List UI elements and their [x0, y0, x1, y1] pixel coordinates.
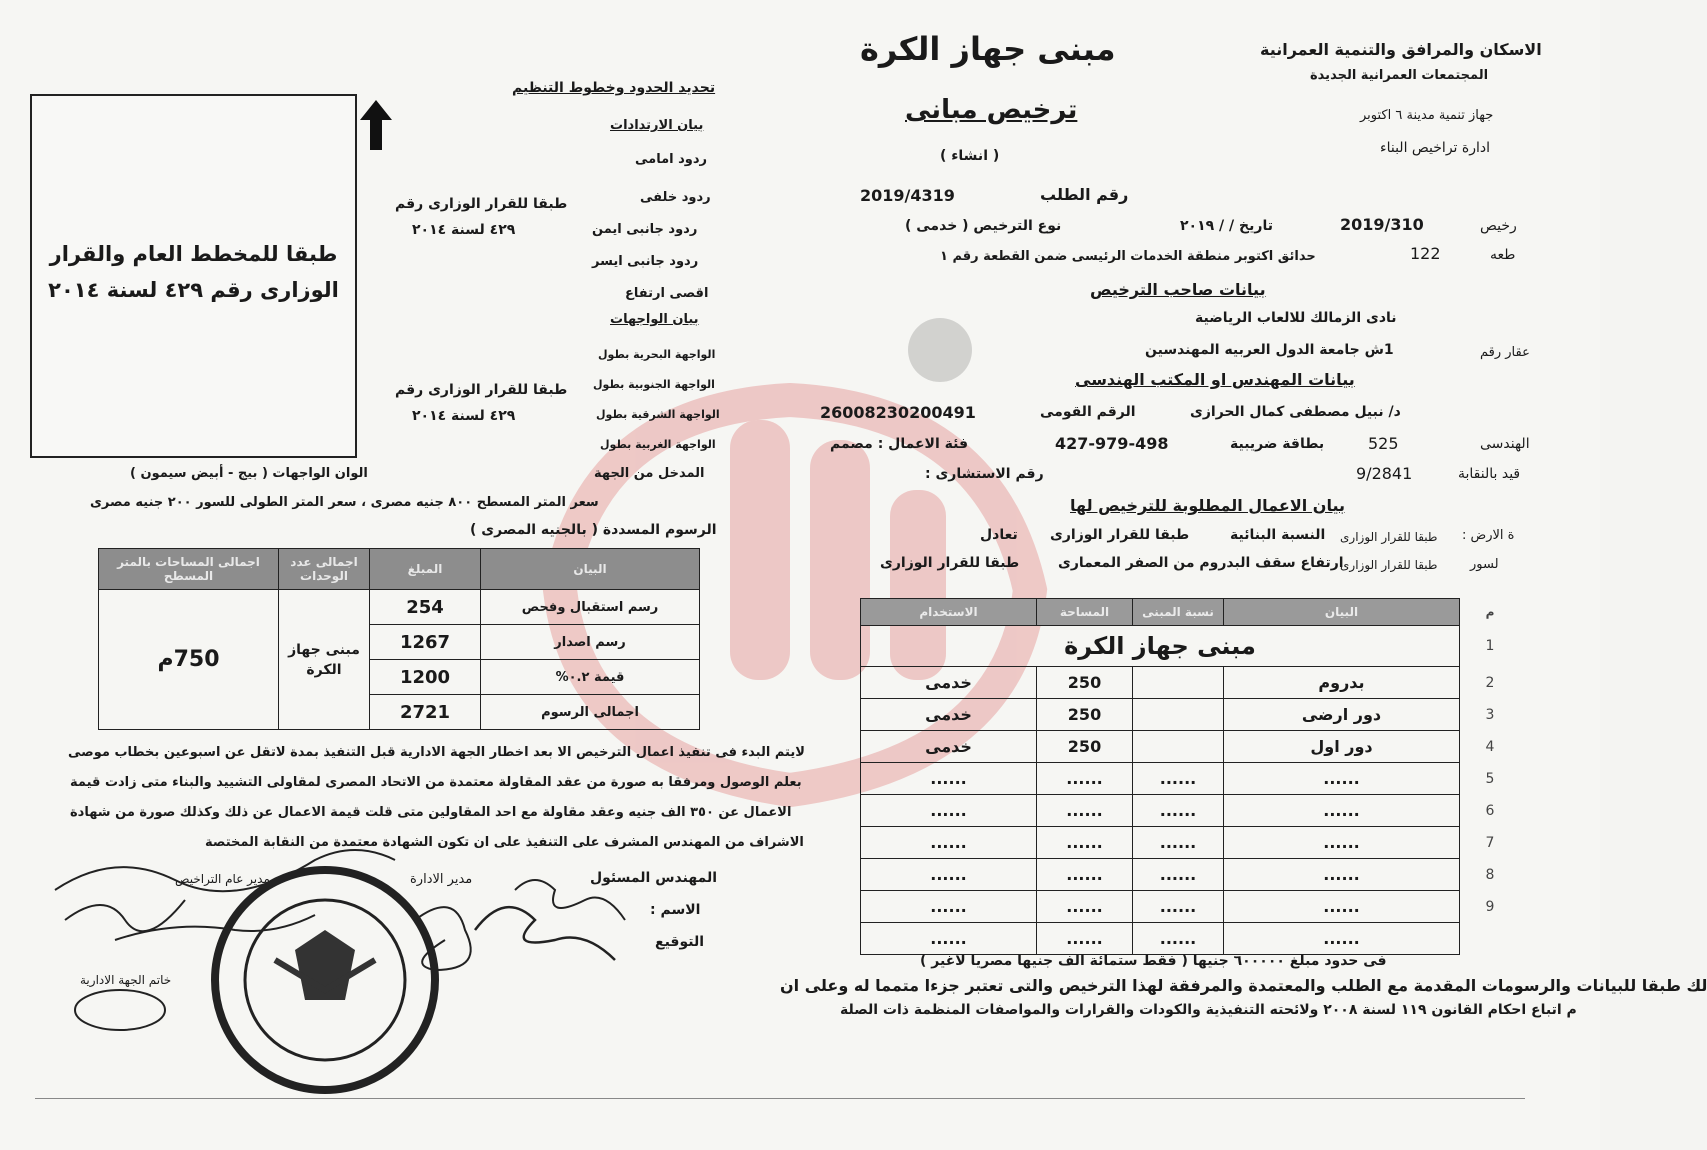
facade-west: الواجهة الغربية بطول: [600, 438, 716, 451]
fee-amount: 2721: [370, 695, 481, 730]
row-index: 8: [1460, 859, 1521, 891]
license-type-title: ترخيص مبانى: [905, 95, 1078, 125]
facade-colors: الوان الواجهات ( بيج - أبيض سيمون ): [130, 466, 368, 481]
table-row: [861, 859, 1521, 891]
sign-label: التوقيع: [655, 934, 704, 950]
cell-desc: ......: [1224, 827, 1460, 859]
cell-desc: ......: [1224, 923, 1460, 955]
table-row: [861, 923, 1521, 955]
cost-note-1: لك طبقا للبيانات والرسومات المقدمة مع الطلب والمعتمدة والمرفقة لهذا الترخيص والتى تعتبر جزءا متمما له وعلى ان: [780, 976, 1707, 995]
header-index: م: [1460, 599, 1521, 626]
owner-name: نادى الزمالك للالعاب الرياضية: [1195, 310, 1397, 326]
fees-header-area: اجمالى المساحات بالمتر المسطح: [99, 549, 279, 590]
table-row: [861, 763, 1521, 795]
header-ratio: نسبة المبنى: [1133, 599, 1224, 626]
fees-title: الرسوم المسددة ( بالجنيه المصرى ): [470, 522, 717, 538]
decree-a-1: طبقا للقرار الوزارى رقم: [395, 196, 568, 212]
entrance: المدخل من الجهة: [594, 466, 705, 481]
cell-use: ......: [861, 923, 1037, 955]
north-arrow-icon: [358, 98, 394, 152]
license-no-label: رخيص: [1480, 218, 1517, 234]
setback-front: ردود امامى: [635, 152, 708, 167]
facades-title: بيان الواجهات: [610, 312, 699, 327]
row-index: 4: [1460, 731, 1521, 763]
row-index: 6: [1460, 795, 1521, 827]
basement-label: ارتفاع سقف البدروم من الصفر المعمارى: [1058, 555, 1344, 571]
request-no: 2019/4319: [860, 186, 955, 205]
table-row: [861, 795, 1521, 827]
responsible-engineer: المهندس المسئول: [590, 870, 718, 886]
cost-note-2: م اتباع احكام القانون ١١٩ لسنة ٢٠٠٨ ولائحته التنفيذية والكودات والقرارات والمواصفات المنظمة ذات الصلة: [840, 1002, 1577, 1018]
cell-area: ......: [1037, 827, 1133, 859]
cell-desc: بدروم: [1224, 667, 1460, 699]
setback-title: بيان الارتدادات: [610, 118, 704, 133]
land-value: طبقا للقرار الوزارى: [1340, 530, 1438, 544]
owner-section-title: بيانات صاحب الترخيص: [1090, 280, 1266, 299]
setback-back: ردود خلفى: [640, 190, 711, 205]
ministry-line-4: ادارة تراخيص البناء: [1380, 140, 1491, 156]
ministry-line-1: الاسكان والمرافق والتنمية العمرانية: [1260, 40, 1542, 59]
table-row: [861, 827, 1521, 859]
notice-line-1: لايتم البدء فى تنفيذ اعمال الترخيص الا بعد اخطار الجهة الادارية قبل التنفيذ بمدة لاتقل عن اسبوعين بخطاب موصى: [68, 745, 805, 760]
signatures-and-seal: [35, 850, 735, 1110]
cell-use: خدمى: [861, 731, 1037, 763]
consult-label: رقم الاستشارى :: [925, 466, 1044, 482]
fees-area: 750م: [99, 590, 279, 730]
plot-label: طعه: [1490, 247, 1516, 263]
tax-card-label: بطاقة ضريبية: [1230, 436, 1325, 452]
engineer-code: 525: [1368, 434, 1399, 453]
fee-amount: 254: [370, 590, 481, 625]
fees-header-units: اجمالى عدد الوحدات: [279, 549, 370, 590]
fees-table: [98, 548, 700, 730]
cell-desc: ......: [1224, 859, 1460, 891]
works-category: فئة الاعمال : مصمم: [830, 436, 968, 452]
row-index: 5: [1460, 763, 1521, 795]
cell-area: ......: [1037, 891, 1133, 923]
cell-use: ......: [861, 795, 1037, 827]
row-index: 2: [1460, 667, 1521, 699]
decree-a-2: طبقا للقرار الوزارى رقم: [395, 382, 568, 398]
license-kind: ( انشاء ): [940, 148, 1000, 164]
facade-south: الواجهة الجنوبية بطول: [593, 378, 715, 391]
cell-desc: ......: [1224, 763, 1460, 795]
admin-manager: مدير الادارة: [410, 872, 473, 887]
cell-use: ......: [861, 891, 1037, 923]
row-index: [1460, 923, 1521, 955]
national-id-label: الرقم القومى: [1040, 404, 1136, 420]
license-no: 2019/310: [1340, 215, 1424, 234]
land-label: ة الارض :: [1462, 528, 1515, 543]
document-title: مبنى جهاز الكرة: [860, 30, 1116, 68]
fees-header-amount: المبلغ: [370, 549, 481, 590]
ministry-line-2: المجتمعات العمرانية الجديدة: [1310, 68, 1489, 83]
cell-area: ......: [1037, 795, 1133, 827]
cell-ratio: ......: [1133, 891, 1224, 923]
notice-line-4: الاشراف من المهندس المشرف على التنفيذ على ان تكون الشهادة معتمدة من النقابة المختصة: [205, 835, 804, 850]
wall-label: لسور: [1470, 557, 1499, 572]
name-label: الاسم :: [650, 902, 701, 918]
table-row: [861, 667, 1521, 699]
cell-use: خدمى: [861, 699, 1037, 731]
cell-ratio: [1133, 667, 1224, 699]
cell-use: ......: [861, 763, 1037, 795]
fees-header-desc: البيان: [481, 549, 700, 590]
cell-ratio: [1133, 731, 1224, 763]
decree-b-1: ٤٢٩ لسنة ٢٠١٤: [412, 222, 516, 238]
table-row: [861, 731, 1521, 763]
fee-label: رسم استقبال وفحص: [481, 590, 700, 625]
engineer-name: د/ نبيل مصطفى كمال الحرازى: [1190, 404, 1401, 420]
building-title-row: مبنى جهاز الكرة: [861, 626, 1460, 667]
building-ratio-value: طبقا للقرار الوزارى: [1050, 527, 1190, 543]
national-id: 26008230200491: [820, 403, 976, 422]
owner-address: 1ش جامعة الدول العربيه المهندسين: [1145, 342, 1394, 358]
header-use: الاستخدام: [861, 599, 1037, 626]
engineer-code-label: الهندسى: [1480, 436, 1530, 452]
wall-value: طبقا للقرار الوزارى: [1340, 558, 1438, 572]
header-desc: البيان: [1224, 599, 1460, 626]
cell-desc: ......: [1224, 795, 1460, 827]
engineer-section-title: بيانات المهندس او المكتب الهندسى: [1075, 370, 1355, 389]
table-row: [99, 590, 700, 625]
seal-label: خاتم الجهة الادارية: [80, 973, 172, 987]
facade-east: الواجهة الشرقية بطول: [596, 408, 720, 421]
facade-north: الواجهة البحرية بطول: [598, 348, 716, 361]
cell-ratio: [1133, 699, 1224, 731]
fee-amount: 1200: [370, 660, 481, 695]
basement-value: طبقا للقرار الوزارى: [880, 555, 1020, 571]
cell-area: ......: [1037, 923, 1133, 955]
syndicate-label: قيد بالنقابة: [1458, 466, 1521, 482]
notice-line-2: بعلم الوصول ومرفقا به صورة من عقد المقاولة معتمدة من الاتحاد المصرى لمقاولى التشييد والبناء متى زادت قيمة: [70, 775, 802, 790]
cell-ratio: ......: [1133, 923, 1224, 955]
fees-units: مبنى جهاز الكرة: [279, 590, 370, 730]
cell-area: ......: [1037, 763, 1133, 795]
cell-area: 250: [1037, 699, 1133, 731]
cell-ratio: ......: [1133, 827, 1224, 859]
cell-use: خدمى: [861, 667, 1037, 699]
max-height: اقصى ارتفاع: [625, 286, 709, 301]
setbacks-section-title: تحديد الحدود وخطوط التنظيم: [512, 80, 716, 96]
license-type-label: نوع الترخيص ( خدمى ): [905, 218, 1062, 234]
table-row: [861, 699, 1521, 731]
location: حدائق اكتوبر منطقة الخدمات الرئيسى ضمن القطعة رقم ١: [940, 249, 1316, 264]
cost-line: فى حدود مبلغ ٦٠٠٠٠٠ جنيها ( فقط ستمائة الف جنيها مصريا لاغير ): [920, 953, 1387, 969]
notice-line-3: الاعمال عن ٣٥٠ الف جنيه وعقد مقاولة مع احد المقاولين متى قلت قيمة الاعمال عن ذلك وكذلك صورة من شهادة: [70, 805, 792, 820]
cell-ratio: ......: [1133, 795, 1224, 827]
cell-desc: دور اول: [1224, 731, 1460, 763]
building-table: [860, 598, 1520, 955]
decree-b-2: ٤٢٩ لسنة ٢٠١٤: [412, 408, 516, 424]
equiv-label: تعادل: [980, 527, 1018, 543]
syndicate-no: 9/2841: [1356, 464, 1413, 483]
fee-label: قيمة ٠.٢%: [481, 660, 700, 695]
setback-left: ردود جانبى ايسر: [592, 254, 699, 269]
cell-desc: ......: [1224, 891, 1460, 923]
date-label: تاريخ / / ٢٠١٩: [1180, 218, 1273, 234]
cell-ratio: ......: [1133, 763, 1224, 795]
bottom-rule: [35, 1098, 1525, 1099]
row-index: 9: [1460, 891, 1521, 923]
cell-area: 250: [1037, 731, 1133, 763]
ministry-line-3: جهاز تنمية مدينة ٦ اكتوبر: [1360, 108, 1494, 123]
plot-no: 122: [1410, 244, 1441, 263]
cell-ratio: ......: [1133, 859, 1224, 891]
header-area: المساحة: [1037, 599, 1133, 626]
cell-area: 250: [1037, 667, 1133, 699]
address-label: عقار رقم: [1480, 345, 1530, 360]
fee-amount: 1267: [370, 625, 481, 660]
fee-label: رسم اصدار: [481, 625, 700, 660]
cell-use: ......: [861, 827, 1037, 859]
cell-desc: دور ارضى: [1224, 699, 1460, 731]
works-section-title: بيان الاعمال المطلوبة للترخيص لها: [1070, 496, 1345, 515]
fee-label: اجمالى الرسوم: [481, 695, 700, 730]
cell-use: ......: [861, 859, 1037, 891]
cell-area: ......: [1037, 859, 1133, 891]
building-ratio-label: النسبة البنائية: [1230, 527, 1326, 543]
row-index: 7: [1460, 827, 1521, 859]
price-line: سعر المتر المسطح ٨٠٠ جنيه مصرى ، سعر المتر الطولى للسور ٢٠٠ جنيه مصرى: [90, 495, 599, 510]
setback-right: ردود جانبى ايمن: [592, 222, 698, 237]
row-index: 1: [1460, 626, 1521, 667]
row-index: 3: [1460, 699, 1521, 731]
plan-note: طبقا للمخطط العام والقرار الوزارى رقم ٤٢٩ لسنة ٢٠١٤: [48, 242, 339, 302]
tax-card: 427-979-498: [1055, 434, 1169, 453]
request-no-label: رقم الطلب: [1040, 185, 1129, 204]
site-plan-box: [30, 94, 357, 458]
table-row: [861, 891, 1521, 923]
license-manager: مدير عام التراخيص: [175, 872, 270, 886]
